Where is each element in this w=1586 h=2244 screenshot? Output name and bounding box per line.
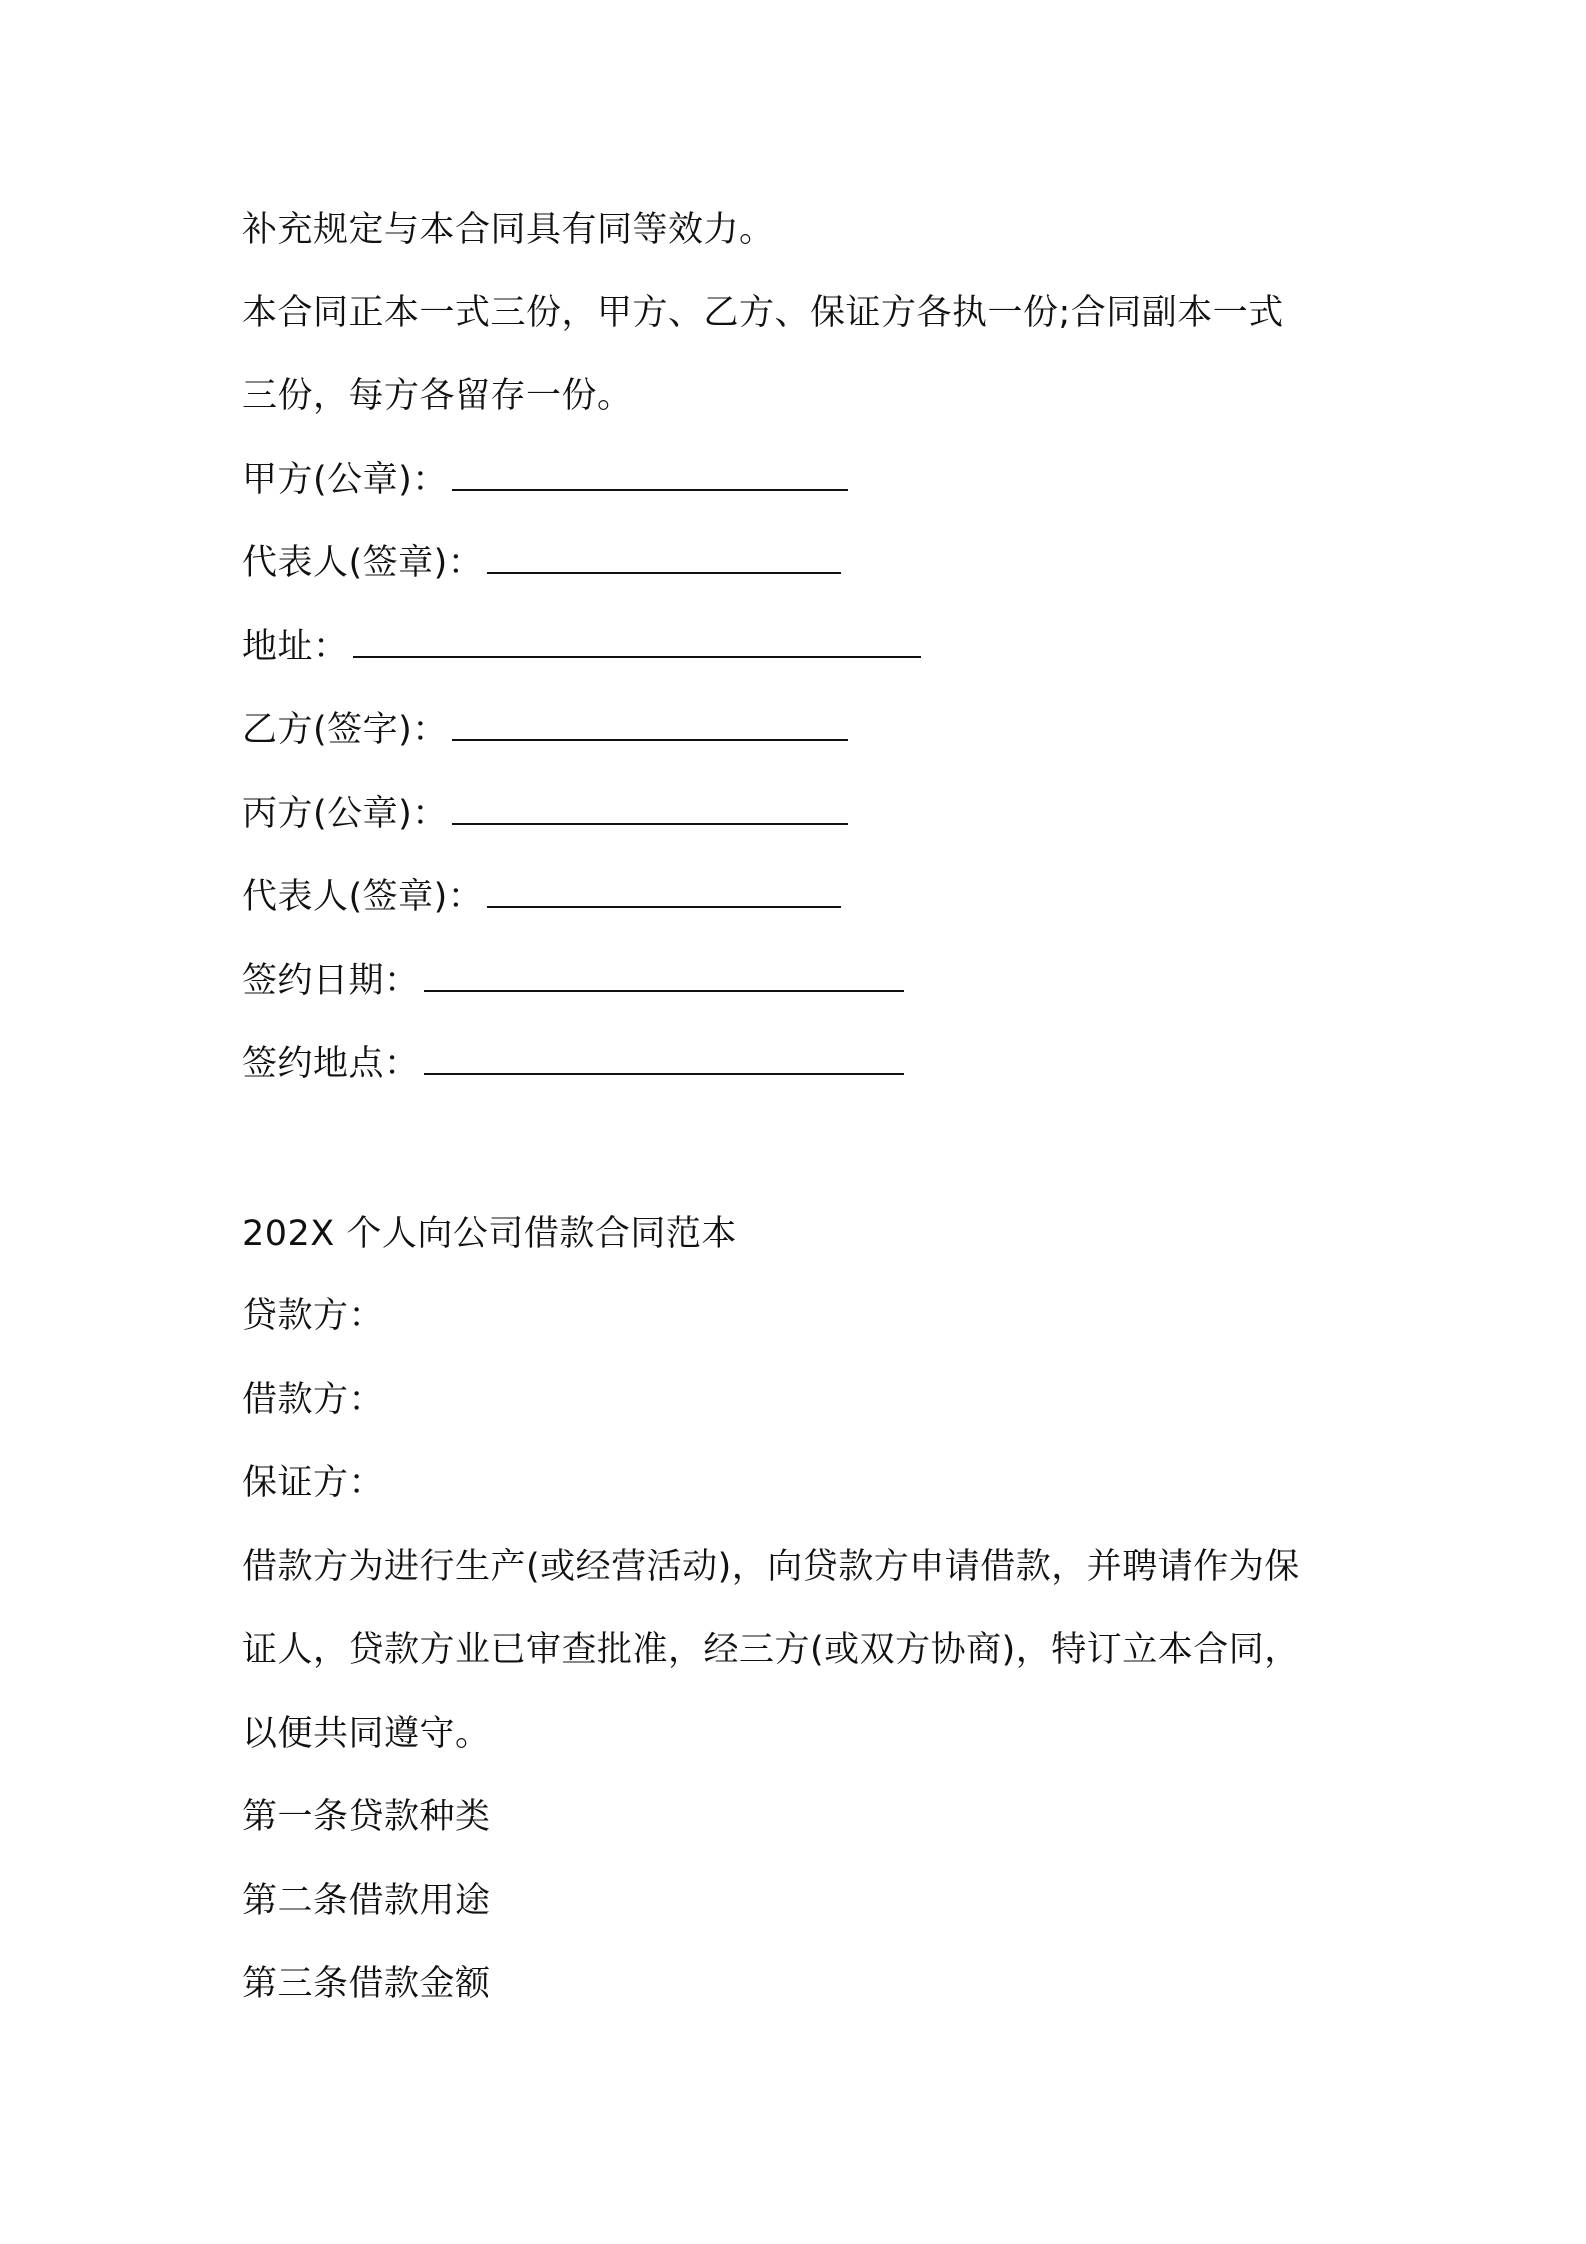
field-label: 代表人(签章)： — [242, 877, 484, 917]
field-label: 签约地点： — [242, 1044, 420, 1084]
text-line: 三份，每方各留存一份。 — [242, 376, 633, 416]
text-line: 以便共同遵守。 — [242, 1714, 491, 1754]
field-label: 代表人(签章)： — [242, 543, 484, 583]
text-line: 借款方为进行生产(或经营活动)，向贷款方申请借款，并聘请作为保 — [242, 1547, 1300, 1587]
field-borrower: 借款方： — [242, 1380, 385, 1420]
signature-blank — [353, 626, 921, 658]
field-label: 签约日期： — [242, 961, 420, 1001]
signature-blank — [452, 459, 848, 491]
signature-blank — [452, 709, 848, 741]
document-title: 202X 个人向公司借款合同范本 — [242, 1214, 737, 1254]
signature-party-b — [242, 708, 848, 752]
field-label: 地址： — [242, 627, 349, 667]
signature-party-c — [242, 792, 848, 836]
field-label: 乙方(签字)： — [242, 710, 448, 750]
signature-address — [242, 625, 921, 669]
signature-date — [242, 959, 904, 1003]
text-line: 本合同正本一式三份，甲方、乙方、保证方各执一份;合同副本一式 — [242, 293, 1284, 333]
signature-party-a — [242, 458, 848, 502]
signature-rep-2 — [242, 875, 841, 919]
text-line: 补充规定与本合同具有同等效力。 — [242, 210, 775, 250]
field-guarantor: 保证方： — [242, 1463, 385, 1503]
text-line: 证人，贷款方业已审查批准，经三方(或双方协商)，特订立本合同， — [242, 1630, 1300, 1670]
field-label: 甲方(公章)： — [242, 460, 448, 500]
signature-place — [242, 1042, 904, 1086]
article-heading: 第二条借款用途 — [242, 1881, 491, 1921]
signature-blank — [487, 876, 841, 908]
article-heading: 第三条借款金额 — [242, 1964, 491, 2004]
signature-rep-1 — [242, 541, 841, 585]
field-lender: 贷款方： — [242, 1296, 385, 1336]
signature-blank — [424, 960, 904, 992]
field-label: 丙方(公章)： — [242, 794, 448, 834]
article-heading: 第一条贷款种类 — [242, 1797, 491, 1837]
signature-blank — [452, 793, 848, 825]
signature-blank — [487, 542, 841, 574]
signature-blank — [424, 1043, 904, 1075]
